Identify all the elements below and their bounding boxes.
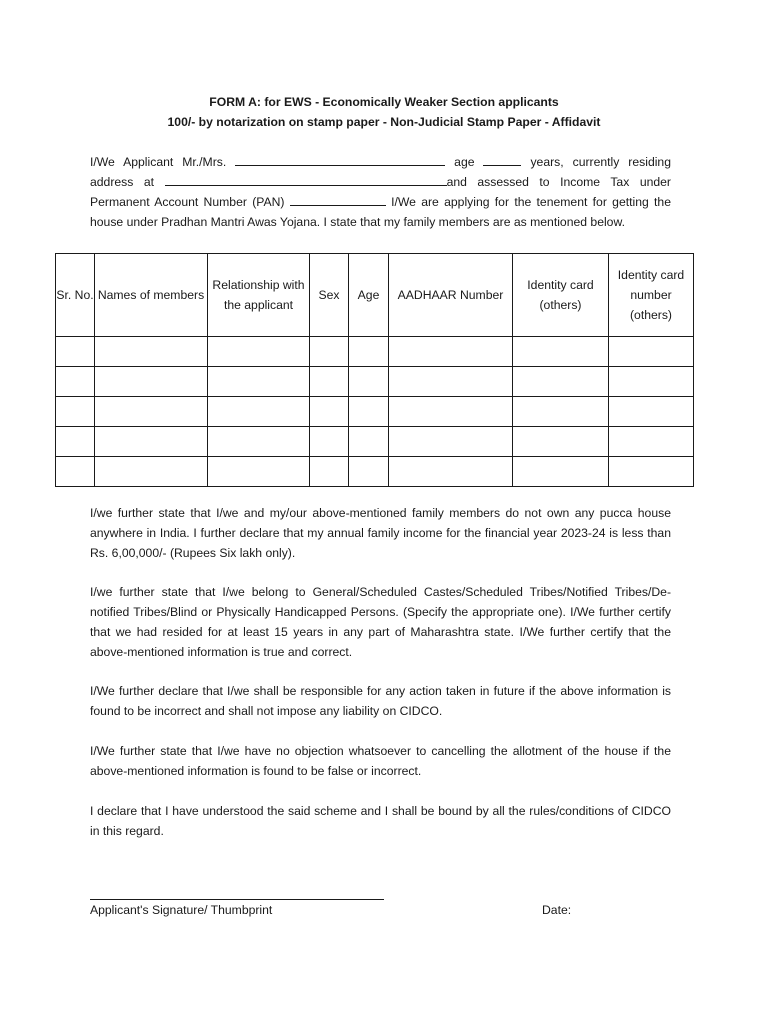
table-cell[interactable] [310, 427, 349, 457]
table-header-row [56, 254, 694, 337]
form-title: FORM A: for EWS - Economically Weaker Section applicants [209, 95, 559, 109]
intro-text-applying: I/We are applying for the tenement for getting the house under Pradhan Mantri Awas Yojana. I state that my family members are as mentioned below. [90, 195, 671, 229]
table-cell[interactable] [208, 427, 310, 457]
table-cell[interactable] [95, 337, 208, 367]
declaration-paragraph-scheme: I declare that I have understood the said scheme and I shall be bound by all the rules/conditions of CIDCO in this regard. [90, 804, 671, 838]
table-cell[interactable] [208, 367, 310, 397]
table-cell[interactable] [609, 367, 694, 397]
table-cell[interactable] [389, 367, 513, 397]
table-cell[interactable] [609, 337, 694, 367]
table-cell[interactable] [310, 367, 349, 397]
signature-label: Applicant's Signature/ Thumbprint [90, 903, 273, 917]
intro-text-applicant: I/We Applicant Mr./Mrs. [90, 155, 227, 169]
date-label: Date: [542, 903, 572, 917]
table-cell[interactable] [56, 367, 95, 397]
table-cell[interactable] [349, 397, 389, 427]
table-cell[interactable] [513, 427, 609, 457]
table-cell[interactable] [609, 457, 694, 487]
age-blank[interactable] [483, 152, 521, 166]
table-cell[interactable] [513, 397, 609, 427]
table-cell[interactable] [208, 397, 310, 427]
header-identity-card: Identity card (others) [513, 254, 609, 337]
declaration-paragraph-cancellation: I/We further state that I/we have no objection whatsoever to cancelling the allotment of the house if the above-mentioned information is found to be false or incorrect. [90, 744, 671, 778]
header-names: Names of members [95, 254, 208, 337]
header-relationship: Relationship with the applicant [208, 254, 310, 337]
table-cell[interactable] [208, 337, 310, 367]
intro-paragraph [90, 152, 671, 232]
table-cell[interactable] [95, 367, 208, 397]
form-subtitle: 100/- by notarization on stamp paper - Non-Judicial Stamp Paper - Affidavit [167, 115, 601, 129]
header-age: Age [349, 254, 389, 337]
header-sr-no: Sr. No. [56, 254, 95, 337]
table-cell[interactable] [56, 337, 95, 367]
table-cell[interactable] [609, 397, 694, 427]
table-row [56, 457, 694, 487]
pan-blank[interactable] [290, 192, 386, 206]
table-cell[interactable] [609, 427, 694, 457]
table-cell[interactable] [389, 397, 513, 427]
table-cell[interactable] [56, 457, 95, 487]
declaration-paragraph-category: I/we further state that I/we belong to General/Scheduled Castes/Scheduled Tribes/Notified Tribes/De-notified Tribes/Blind or Physically Handicapped Persons. (Specify the appropriate one). I/We further certify that we had resided for at least 15 years in any part of Maharashtra state. I/We further certify that the above-mentioned information is true and correct. [90, 585, 671, 659]
header-sex: Sex [310, 254, 349, 337]
declaration-paragraph-responsibility: I/We further declare that I/we shall be responsible for any action taken in future if the above information is found to be incorrect and shall not impose any liability on CIDCO. [90, 684, 671, 718]
intro-text-address: years, currently residing address at [90, 155, 671, 189]
header-aadhaar: AADHAAR Number [389, 254, 513, 337]
table-cell[interactable] [310, 337, 349, 367]
table-cell[interactable] [56, 397, 95, 427]
table-cell[interactable] [389, 427, 513, 457]
table-cell[interactable] [95, 457, 208, 487]
table-cell[interactable] [513, 367, 609, 397]
table-cell[interactable] [349, 457, 389, 487]
table-cell[interactable] [310, 397, 349, 427]
applicant-name-blank[interactable] [235, 152, 445, 166]
family-members-table [55, 253, 694, 487]
signature-line[interactable] [90, 899, 384, 900]
table-row [56, 337, 694, 367]
declaration-paragraph-ownership: I/we further state that I/we and my/our above-mentioned family members do not own any pucca house anywhere in India. I further declare that my annual family income for the financial year 2023-24 is less than Rs. 6,00,000/- (Rupees Six lakh only). [90, 506, 671, 560]
header-identity-card-number: Identity card number (others) [609, 254, 694, 337]
table-cell[interactable] [208, 457, 310, 487]
table-cell[interactable] [389, 337, 513, 367]
table-cell[interactable] [349, 427, 389, 457]
table-cell[interactable] [389, 457, 513, 487]
intro-text-pan: and assessed to Income Tax under Permanent Account Number (PAN) [90, 175, 671, 209]
table-cell[interactable] [349, 337, 389, 367]
table-cell[interactable] [513, 337, 609, 367]
table-cell[interactable] [95, 397, 208, 427]
address-blank[interactable] [165, 172, 447, 186]
table-row [56, 367, 694, 397]
table-cell[interactable] [513, 457, 609, 487]
intro-text-age: age [454, 155, 475, 169]
table-row [56, 397, 694, 427]
table-cell[interactable] [56, 427, 95, 457]
table-cell[interactable] [95, 427, 208, 457]
table-row [56, 427, 694, 457]
table-cell[interactable] [310, 457, 349, 487]
table-cell[interactable] [349, 367, 389, 397]
